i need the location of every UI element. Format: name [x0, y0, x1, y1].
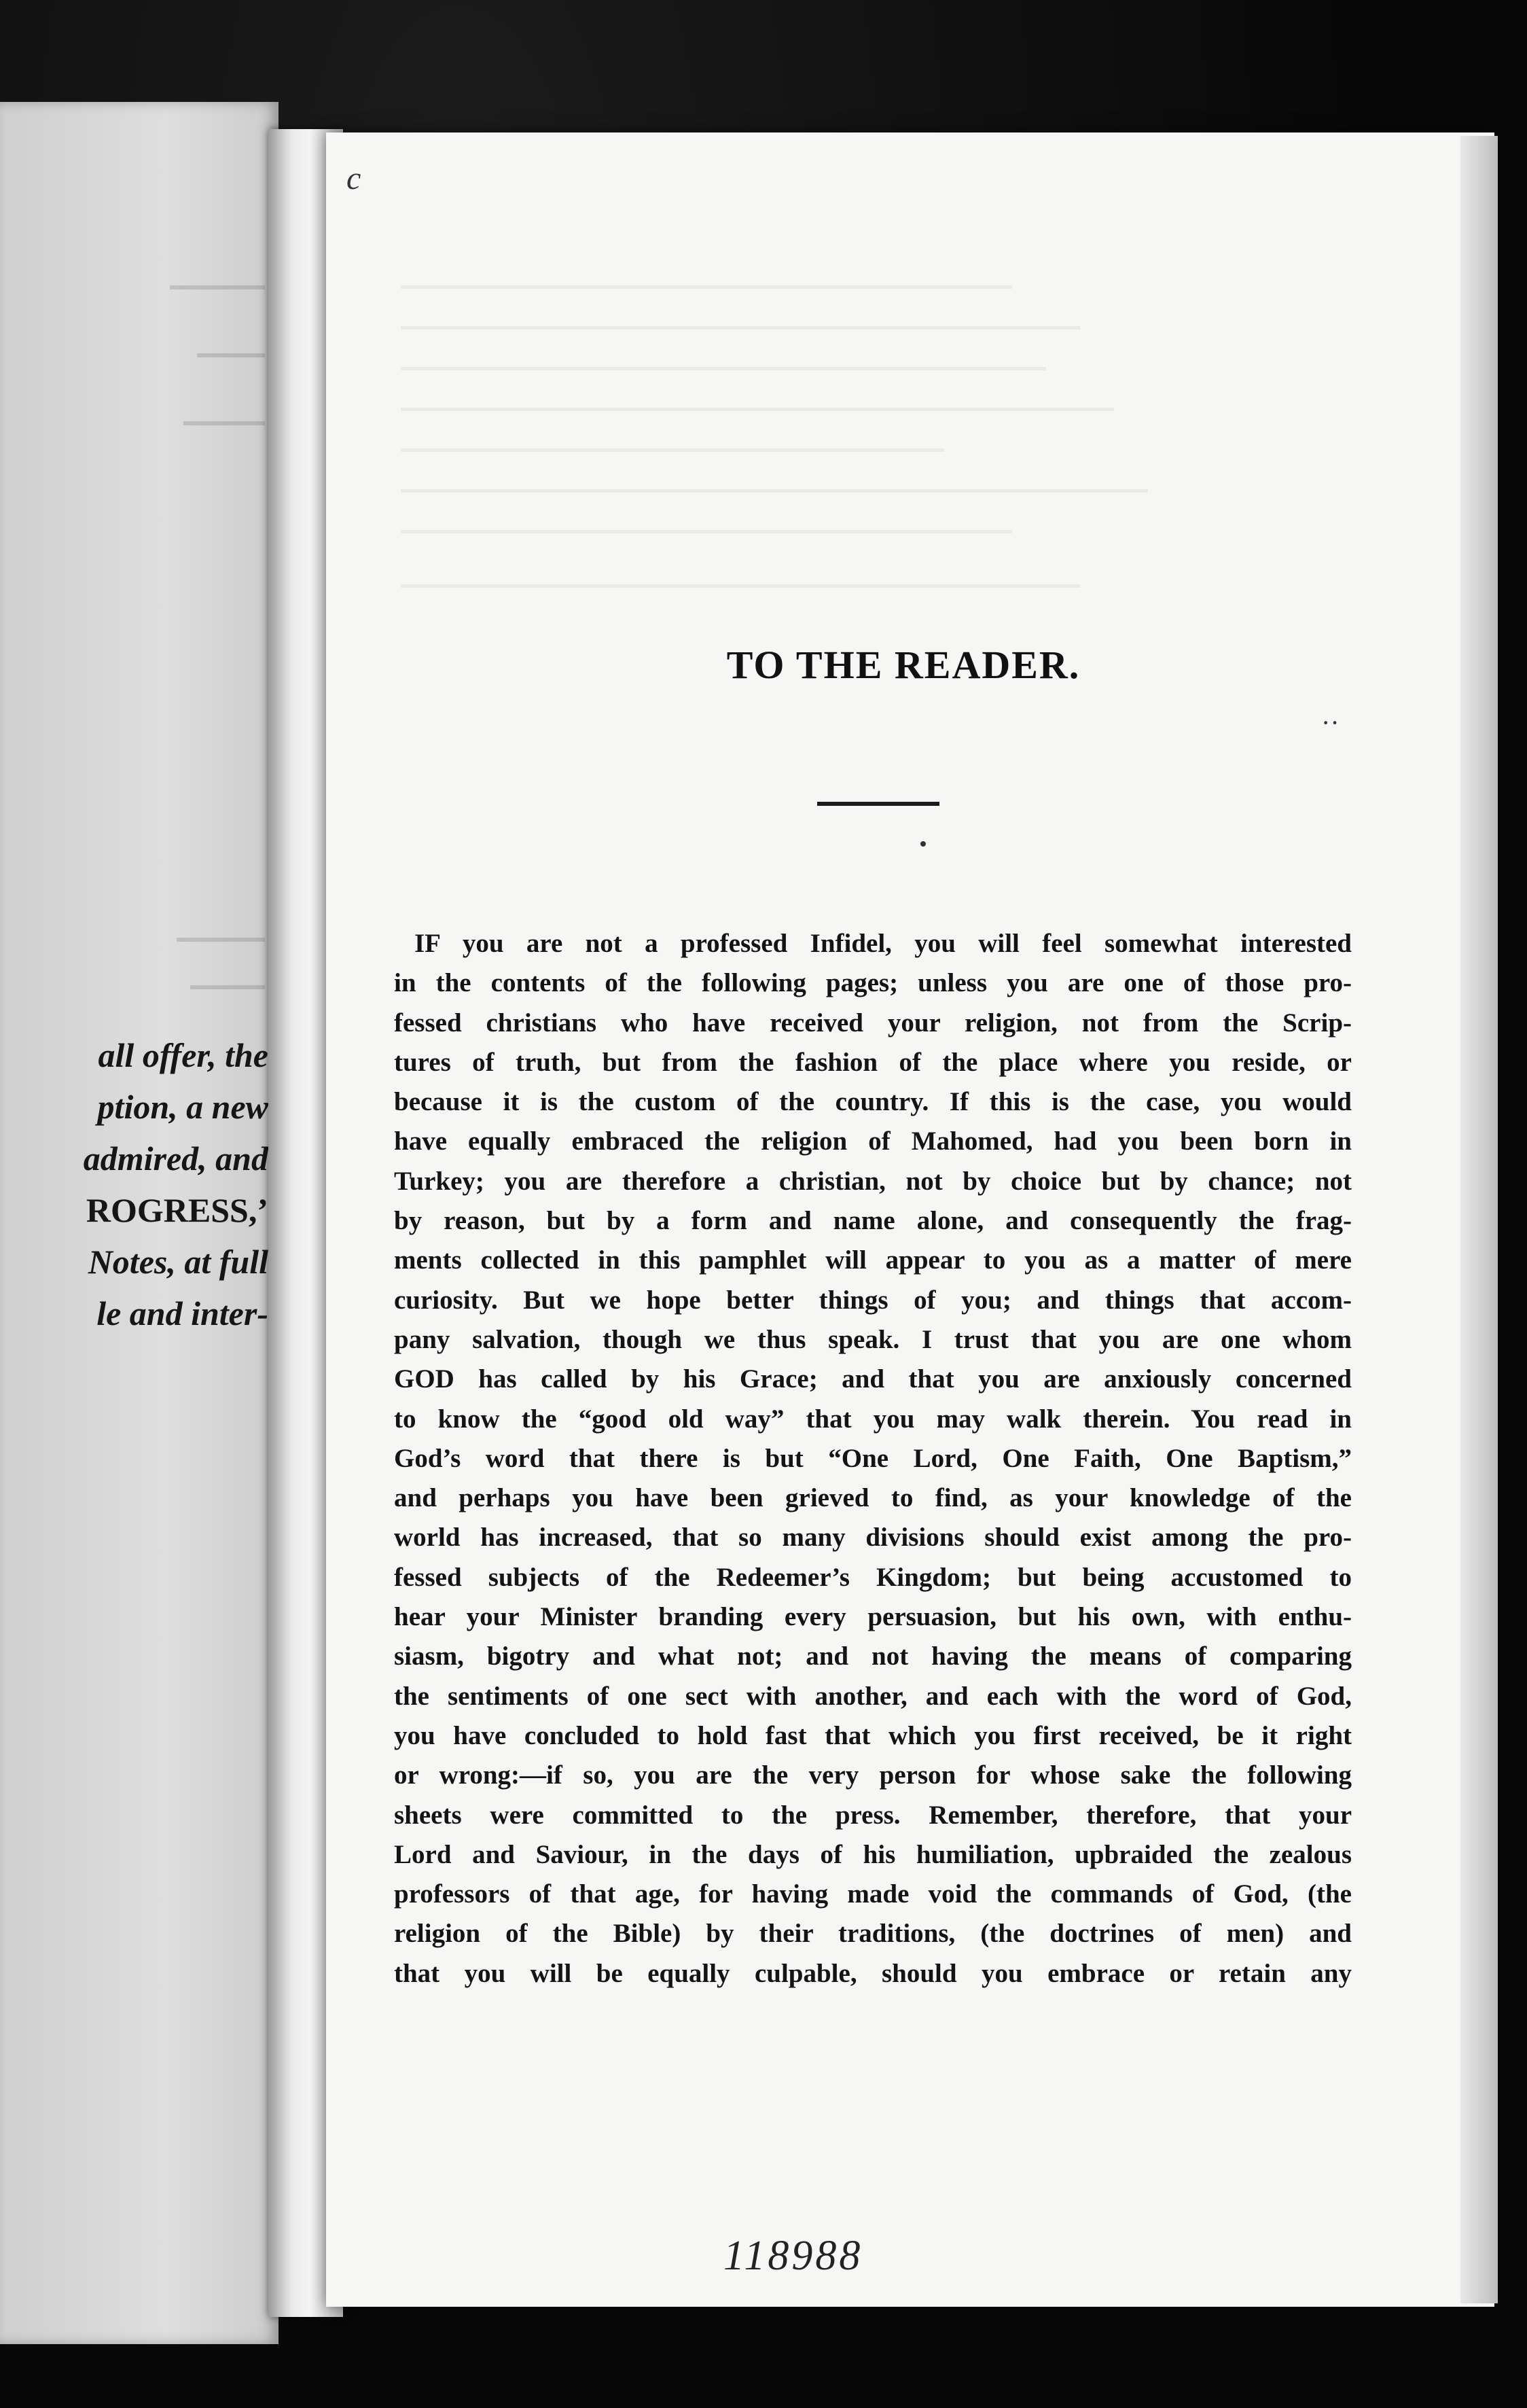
body-line: GOD has called by his Grace; and that you are anxiously concerned	[394, 1364, 1352, 1394]
title-rule	[817, 802, 939, 806]
body-line: IF you are not a professed Infidel, you will feel somewhat interested	[414, 929, 1352, 958]
bleed-line	[401, 584, 1080, 588]
left-page-text	[0, 1029, 268, 1339]
body-line: siasm, bigotry and what not; and not having the means of comparing	[394, 1642, 1352, 1671]
body-line: Turkey; you are therefore a christian, not by choice but by chance; not	[394, 1166, 1352, 1196]
bleed-line	[183, 421, 265, 425]
bleed-line	[401, 489, 1148, 493]
left-page-line: Notes, at full	[88, 1243, 268, 1281]
body-line: because it is the custom of the country. If this is the case, you would	[394, 1087, 1352, 1117]
bleed-line	[401, 367, 1046, 370]
body-line: sheets were committed to the press. Remember, therefore, that your	[394, 1800, 1352, 1830]
bleed-line	[401, 530, 1012, 533]
body-line: Lord and Saviour, in the days of his humiliation, upbraided the zealous	[394, 1839, 1352, 1869]
body-line: fessed christians who have received your religion, not from the Scrip-	[394, 1008, 1352, 1038]
body-line: to know the “good old way” that you may walk therein. You read in	[394, 1404, 1352, 1434]
body-text	[394, 924, 1352, 1994]
stray-dot	[920, 841, 926, 847]
bleed-line	[170, 285, 265, 289]
body-line: religion of the Bible) by their traditions, (the doctrines of men) and	[394, 1919, 1352, 1949]
body-line: curiosity. But we hope better things of you; and things that accom-	[394, 1285, 1352, 1315]
bleed-line	[177, 938, 265, 942]
body-line: the sentiments of one sect with another, and each with the word of God,	[394, 1681, 1352, 1711]
body-line: and perhaps you have been grieved to find, as your knowledge of the	[394, 1483, 1352, 1513]
body-line: ments collected in this pamphlet will appear to you as a matter of mere	[394, 1245, 1352, 1275]
body-line: tures of truth, but from the fashion of the place where you reside, or	[394, 1047, 1352, 1077]
page-title: TO THE READER.	[726, 643, 1081, 687]
bleed-line	[197, 353, 265, 357]
bleed-line	[401, 326, 1080, 330]
body-line: have equally embraced the religion of Mahomed, had you been born in	[394, 1127, 1352, 1156]
left-page-line: admired, and	[83, 1139, 268, 1178]
body-line: in the contents of the following pages; unless you are one of those pro-	[394, 968, 1352, 998]
body-line: fessed subjects of the Redeemer’s Kingdom; but being accustomed to	[394, 1562, 1352, 1592]
body-line: world has increased, that so many divisions should exist among the pro-	[394, 1523, 1352, 1553]
stray-mark: ··	[1321, 707, 1340, 738]
body-line: by reason, but by a form and name alone, and consequently the frag-	[394, 1206, 1352, 1236]
bleed-line	[401, 448, 944, 452]
bleed-line	[401, 408, 1114, 411]
corner-mark: c	[346, 160, 361, 196]
body-line: God’s word that there is but “One Lord, One Faith, One Baptism,”	[394, 1443, 1352, 1473]
body-line: or wrong:—if so, you are the very person for whose sake the following	[394, 1760, 1352, 1790]
body-line: hear your Minister branding every persuasion, but his own, with enthu-	[394, 1602, 1352, 1632]
body-line: professors of that age, for having made void the commands of God, (the	[394, 1879, 1352, 1909]
page-edge	[1460, 136, 1498, 2303]
left-page-line: all offer, the	[98, 1036, 268, 1074]
body-line: that you will be equally culpable, should you embrace or retain any	[394, 1958, 1352, 1988]
left-page-line: ROGRESS,’	[86, 1191, 268, 1229]
body-line: pany salvation, though we thus speak. I trust that you are one whom	[394, 1324, 1352, 1354]
body-line: you have concluded to hold fast that which you first received, be it right	[394, 1720, 1352, 1750]
bleed-line	[401, 285, 1012, 289]
left-page-line: ption, a new	[97, 1088, 268, 1126]
left-page-line: le and inter-	[96, 1294, 268, 1332]
handwritten-number: 118988	[723, 2233, 863, 2279]
bleed-line	[190, 985, 265, 989]
